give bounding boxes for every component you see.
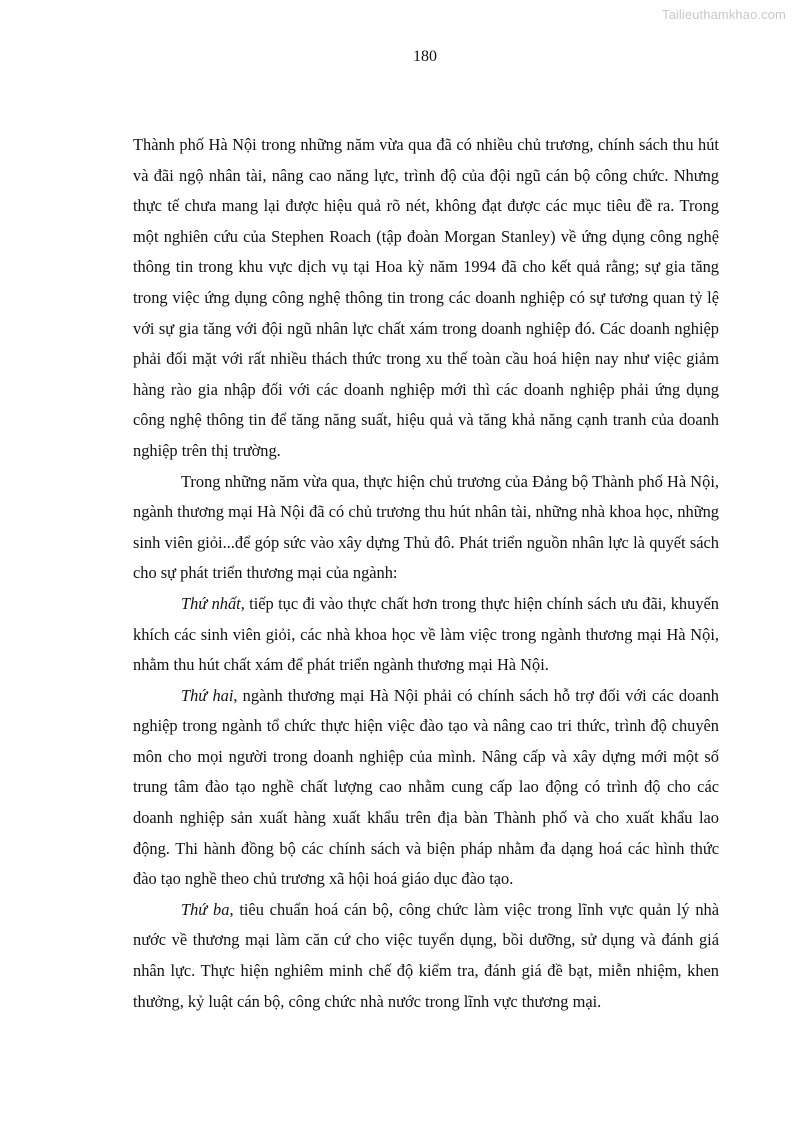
point-body-second: , ngành thương mại Hà Nội phải có chính sách hỗ trợ đối với các doanh nghiệp trong ngành tổ chức thực hiện việc đào tạo và nâng cao tri thức, trình độ chuyên môn cho mọi người trong doanh nghiệp của mình. Nâng cấp và xây dựng mới một số trung tâm đào tạo nghề chất lượng cao nhằm cung cấp lao động có trình độ cho các doanh nghiệp sản xuất hàng xuất khẩu trên địa bàn Thành phố và cho xuất khẩu lao động. Thi hành đồng bộ các chính sách và biện pháp nhằm đa dạng hoá các hình thức đào tạo nghề theo chủ trương xã hội hoá giáo dục đào tạo.: [133, 685, 719, 889]
paragraph-intro: Thành phố Hà Nội trong những năm vừa qua đã có nhiều chủ trương, chính sách thu hút và đãi ngộ nhân tài, nâng cao năng lực, trình độ của đội ngũ cán bộ công chức. Nhưng thực tế chưa mang lại được hiệu quả rõ nét, không đạt được các mục tiêu đề ra. Trong một nghiên cứu của Stephen Roach (tập đoàn Morgan Stanley) về ứng dụng công nghệ thông tin trong khu vực dịch vụ tại Hoa kỳ năm 1994 đã cho kết quả rằng; sự gia tăng trong việc ứng dụng công nghệ thông tin trong các doanh nghiệp có sự tương quan tỷ lệ với sự gia tăng với đội ngũ nhân lực chất xám trong doanh nghiệp đó. Các doanh nghiệp phải đối mặt với rất nhiều thách thức trong xu thế toàn cầu hoá hiện nay như việc giảm hàng rào gia nhập đối với các doanh nghiệp mới thì các doanh nghiệp phải ứng dụng công nghệ thông tin để tăng năng suất, hiệu quả và tăng khả năng cạnh tranh của doanh nghiệp trên thị trường.: [133, 135, 719, 460]
page-number: 180: [413, 48, 437, 65]
document-body: [133, 130, 719, 1017]
point-body-first: , tiếp tục đi vào thực chất hơn trong thực hiện chính sách ưu đãi, khuyến khích các sinh viên giỏi, các nhà khoa học về làm việc trong ngành thương mại Hà Nội, nhằm thu hút chất xám để phát triển ngành thương mại Hà Nội.: [133, 593, 719, 675]
point-lead-second: Thứ hai: [181, 685, 234, 705]
point-lead-third: Thứ ba: [181, 899, 230, 919]
paragraph-third-point: [133, 895, 719, 1017]
paragraph-context: Trong những năm vừa qua, thực hiện chủ trương của Đảng bộ Thành phố Hà Nội, ngành thương mại Hà Nội đã có chủ trương thu hút nhân tài, những nhà khoa học, những sinh viên giỏi...để góp sức vào xây dựng Thủ đô. Phát triển nguồn nhân lực là quyết sách cho sự phát triển thương mại của ngành:: [133, 471, 719, 583]
point-lead-first: Thứ nhất: [181, 593, 241, 613]
watermark-text: Tailieuthamkhao.com: [661, 7, 786, 22]
paragraph-second-point: [133, 681, 719, 895]
paragraph-first-point: [133, 589, 719, 681]
point-body-third: , tiêu chuẩn hoá cán bộ, công chức làm việc trong lĩnh vực quản lý nhà nước về thương mại làm căn cứ cho việc tuyển dụng, bồi dưỡng, sử dụng và đánh giá nhân lực. Thực hiện nghiêm minh chế độ kiểm tra, đánh giá đề bạt, miễn nhiệm, khen thưởng, kỷ luật cán bộ, công chức nhà nước trong lĩnh vực thương mại.: [133, 899, 719, 1011]
